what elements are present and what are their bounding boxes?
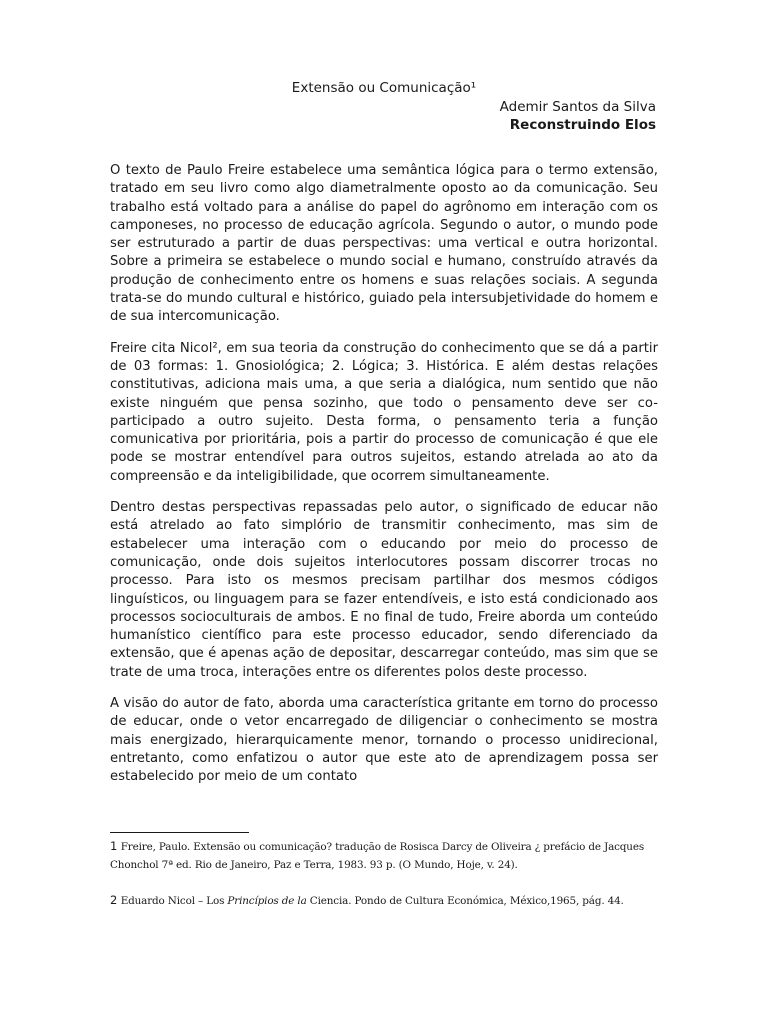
paragraph-4: A visão do autor de fato, aborda uma característica gritante em torno do processo de educar, onde o vetor encarregado de diligenciar o conhecimento se mostra mais energizado, hierarquicamente menor, tornando o processo unidirecional, entretanto, como enfatizou o autor que este ato de aprendizagem possa ser estabelecido por meio de um contato xyxy=(110,696,658,785)
footnote-number: 1 xyxy=(110,839,118,853)
footnotes xyxy=(110,838,658,911)
footnote-text-after: Ciencia. Pondo de Cultura Económica, México,1965, pág. 44. xyxy=(306,895,624,907)
document-subtitle: Reconstruindo Elos xyxy=(509,117,656,133)
paragraph-1: O texto de Paulo Freire estabelece uma semântica lógica para o termo extensão, tratado em seu livro como algo diametralmente oposto ao da comunicação. Seu trabalho está voltado para a análise do papel do agrônomo em interação com os camponeses, no processo de educação agrícola. Segundo o autor, o mundo pode ser estruturado a partir de duas perspectivas: uma vertical e outra horizontal. Sobre a primeira se estabelece o mundo social e humano, construído através da produção de conhecimento entre os homens e suas relações sociais. A segunda trata-se do mundo cultural e histórico, guiado pela intersubjetividade do homem e de sua intercomunicação. xyxy=(110,163,658,325)
footnote-separator xyxy=(110,832,249,833)
footnote-text-italic: Princípios de la xyxy=(227,895,307,907)
footnote-1 xyxy=(110,838,658,874)
body-text xyxy=(110,162,658,800)
footnote-text: Freire, Paulo. Extensão ou comunicação? tradução de Rosisca Darcy de Oliveira ¿ prefácio de Jacques Chonchol 7ª ed. Rio de Janeiro, Paz e Terra, 1983. 93 p. (O Mundo, Hoje, v. 24). xyxy=(110,841,645,871)
footnote-text-before: Eduardo Nicol – Los xyxy=(120,895,228,907)
paragraph-2: Freire cita Nicol², em sua teoria da construção do conhecimento que se dá a partir de 03 formas: 1. Gnosiológica; 2. Lógica; 3. Histórica. E além destas relações constitutivas, adiciona mais uma, a que seria a dialógica, num sentido que não existe ninguém que pensa sozinho, que todo o pensamento deve ser co-participado a outro sujeito. Desta forma, o pensamento teria a função comunicativa por prioritária, pois a partir do processo de comunicação é que ele pode se mostrar entendível para outros sujeitos, estando atrelada ao ato da compreensão e da inteligibilidade, que ocorrem simultaneamente. xyxy=(110,340,658,484)
author-name: Ademir Santos da Silva xyxy=(499,99,656,115)
footnote-number: 2 xyxy=(110,893,118,907)
footnote-2 xyxy=(110,892,658,911)
paragraph-3: Dentro destas perspectivas repassadas pelo autor, o significado de educar não está atrelado ao fato simplório de transmitir conhecimento, mas sim de estabelecer uma interação com o educando por meio do processo de comunicação, onde dois sujeitos interlocutores possam discorrer trocas no processo. Para isto os mesmos precisam partilhar dos mesmos códigos linguísticos, ou linguagem para se fazer entendíveis, e isto está condicionado aos processos socioculturais de ambos. E no final de tudo, Freire aborda um conteúdo humanístico científico para este processo educador, sendo diferenciado da extensão, que é apenas ação de depositar, descarregar conteúdo, mas sim que se trate de uma troca, interações entre os diferentes polos deste processo. xyxy=(110,500,658,680)
document-title: Extensão ou Comunicação¹ xyxy=(291,80,477,96)
